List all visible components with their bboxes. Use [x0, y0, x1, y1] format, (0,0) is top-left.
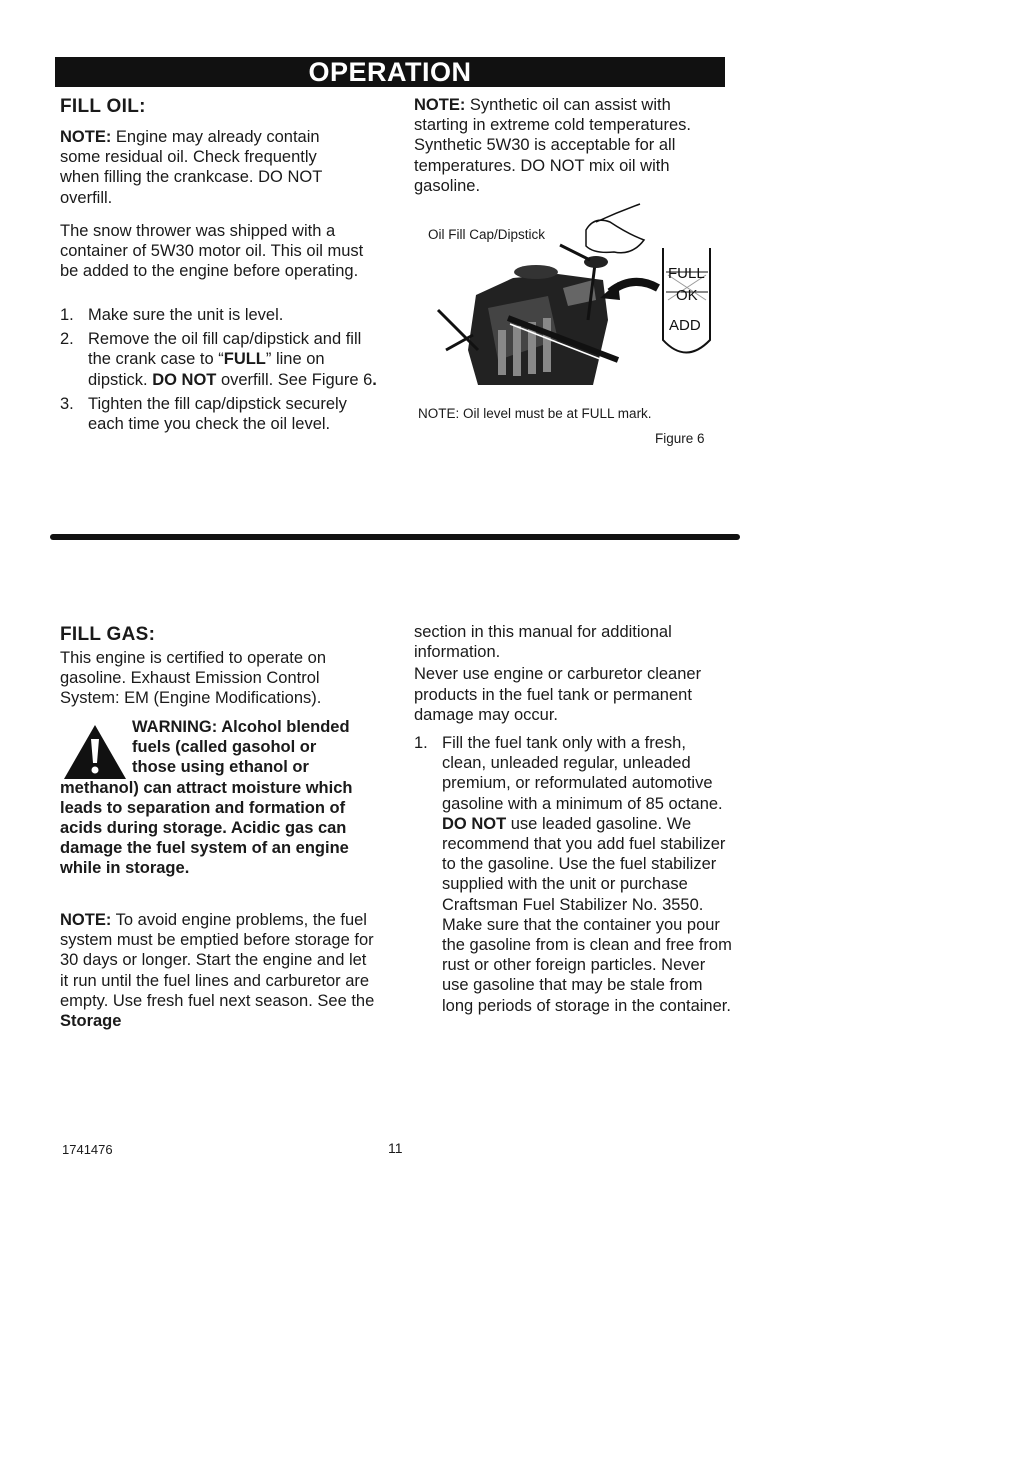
gauge-add-label: ADD	[669, 317, 701, 334]
page-number: 11	[388, 1140, 403, 1156]
fill-oil-intro	[60, 221, 378, 282]
step-text: ” line on dipstick.	[88, 350, 325, 389]
intro-paragraph: The snow thrower was shipped with a container of 5W30 motor oil. This oil must be added to the engine before operating.	[60, 222, 364, 281]
warning-text: methanol) can attract moisture which leads to separation and formation of acids during storage. Acidic gas can damage the fuel system of an engine while in storage.	[60, 778, 353, 878]
warning-block	[60, 717, 378, 879]
cleaner-warning: Never use engine or carburetor cleaner products in the fuel tank or permanent damage may occur.	[414, 665, 702, 724]
fill-gas-heading: FILL GAS:	[60, 624, 156, 645]
section-divider	[50, 534, 740, 540]
fill-oil-heading: FILL OIL:	[60, 96, 146, 117]
warning-triangle-icon	[62, 723, 128, 781]
step-text: Fill the fuel tank only with a fresh, clean, unleaded regular, unleaded premium, or reformulated automotive gasoline with a minimum of 85 octane.	[442, 734, 723, 813]
figure-caption: NOTE: Oil level must be at FULL mark.	[418, 406, 652, 421]
list-item	[414, 733, 732, 1016]
warning-line: those using ethanol or	[132, 758, 309, 777]
figure-label: Figure 6	[655, 431, 705, 446]
step-number: 3.	[60, 394, 74, 413]
part-number: 1741476	[62, 1142, 113, 1157]
step-text: Tighten the fill cap/dipstick securely each time you check the oil level.	[88, 394, 347, 434]
intro-paragraph: This engine is certified to operate on gasoline. Exhaust Emission Control System: EM (Engine Modifications).	[60, 649, 326, 708]
fill-gas-intro	[60, 648, 360, 709]
section-banner: OPERATION	[55, 57, 725, 87]
dipstick-callout: Oil Fill Cap/Dipstick	[428, 227, 546, 242]
warning-line: fuels (called gasohol or	[132, 738, 317, 757]
step-text: Remove the oil fill cap/dipstick and fill the crank case to “	[88, 330, 362, 369]
list-item	[60, 329, 382, 390]
step-text: use leaded gasoline. We recommend that you add fuel stabilizer to the gasoline. Use the fuel stabilizer supplied with the unit or purchase Craftsman Fuel Stabilizer No. 3550. Make sure that the container you pour the gasoline from is clean and free from rust or other foreign particles. Never use gasoline that may be stale from long periods of storage in the container.	[442, 814, 732, 1015]
step-bold: .	[372, 370, 377, 389]
note-text: To avoid engine problems, the fuel system must be emptied before storage for 30 days or longer. Start the engine and let it run until the fuel lines and carburetor are empty. Use fresh fuel next season. See the	[60, 911, 375, 1010]
list-item	[60, 305, 382, 325]
step-bold: DO NOT	[442, 814, 507, 833]
fill-gas-note	[60, 910, 378, 1031]
step-bold: DO NOT	[152, 370, 217, 389]
fill-gas-right	[414, 622, 732, 1016]
gauge-full-label: FULL	[668, 265, 705, 282]
note-text: Engine may already contain some residual oil. Check frequently when filling the crankcase. DO NOT overfill.	[60, 128, 322, 207]
note-text: Synthetic oil can assist with starting in extreme cold temperatures. Synthetic 5W30 is acceptable for all temperatures. DO NOT mix oil with gasoline.	[414, 96, 691, 195]
step-bold: FULL	[223, 350, 266, 369]
note-label: NOTE:	[60, 128, 112, 146]
step-text: overfill. See Figure 6	[216, 370, 373, 389]
note-bold: Storage	[60, 1012, 122, 1031]
list-item	[60, 394, 382, 434]
step-number: 1.	[414, 734, 428, 753]
step-number: 1.	[60, 306, 74, 324]
fill-oil-steps	[60, 305, 382, 434]
note-label: NOTE:	[414, 96, 466, 114]
gauge-ok-label: OK	[676, 287, 698, 304]
synthetic-oil-note	[414, 95, 726, 196]
continued-text: section in this manual for additional information.	[414, 623, 672, 662]
step-text: Make sure the unit is level.	[88, 306, 284, 324]
fill-oil-note	[60, 127, 360, 208]
step-number: 2.	[60, 330, 74, 349]
warning-line: WARNING: Alcohol blended	[132, 718, 350, 736]
note-label: NOTE:	[60, 911, 112, 929]
